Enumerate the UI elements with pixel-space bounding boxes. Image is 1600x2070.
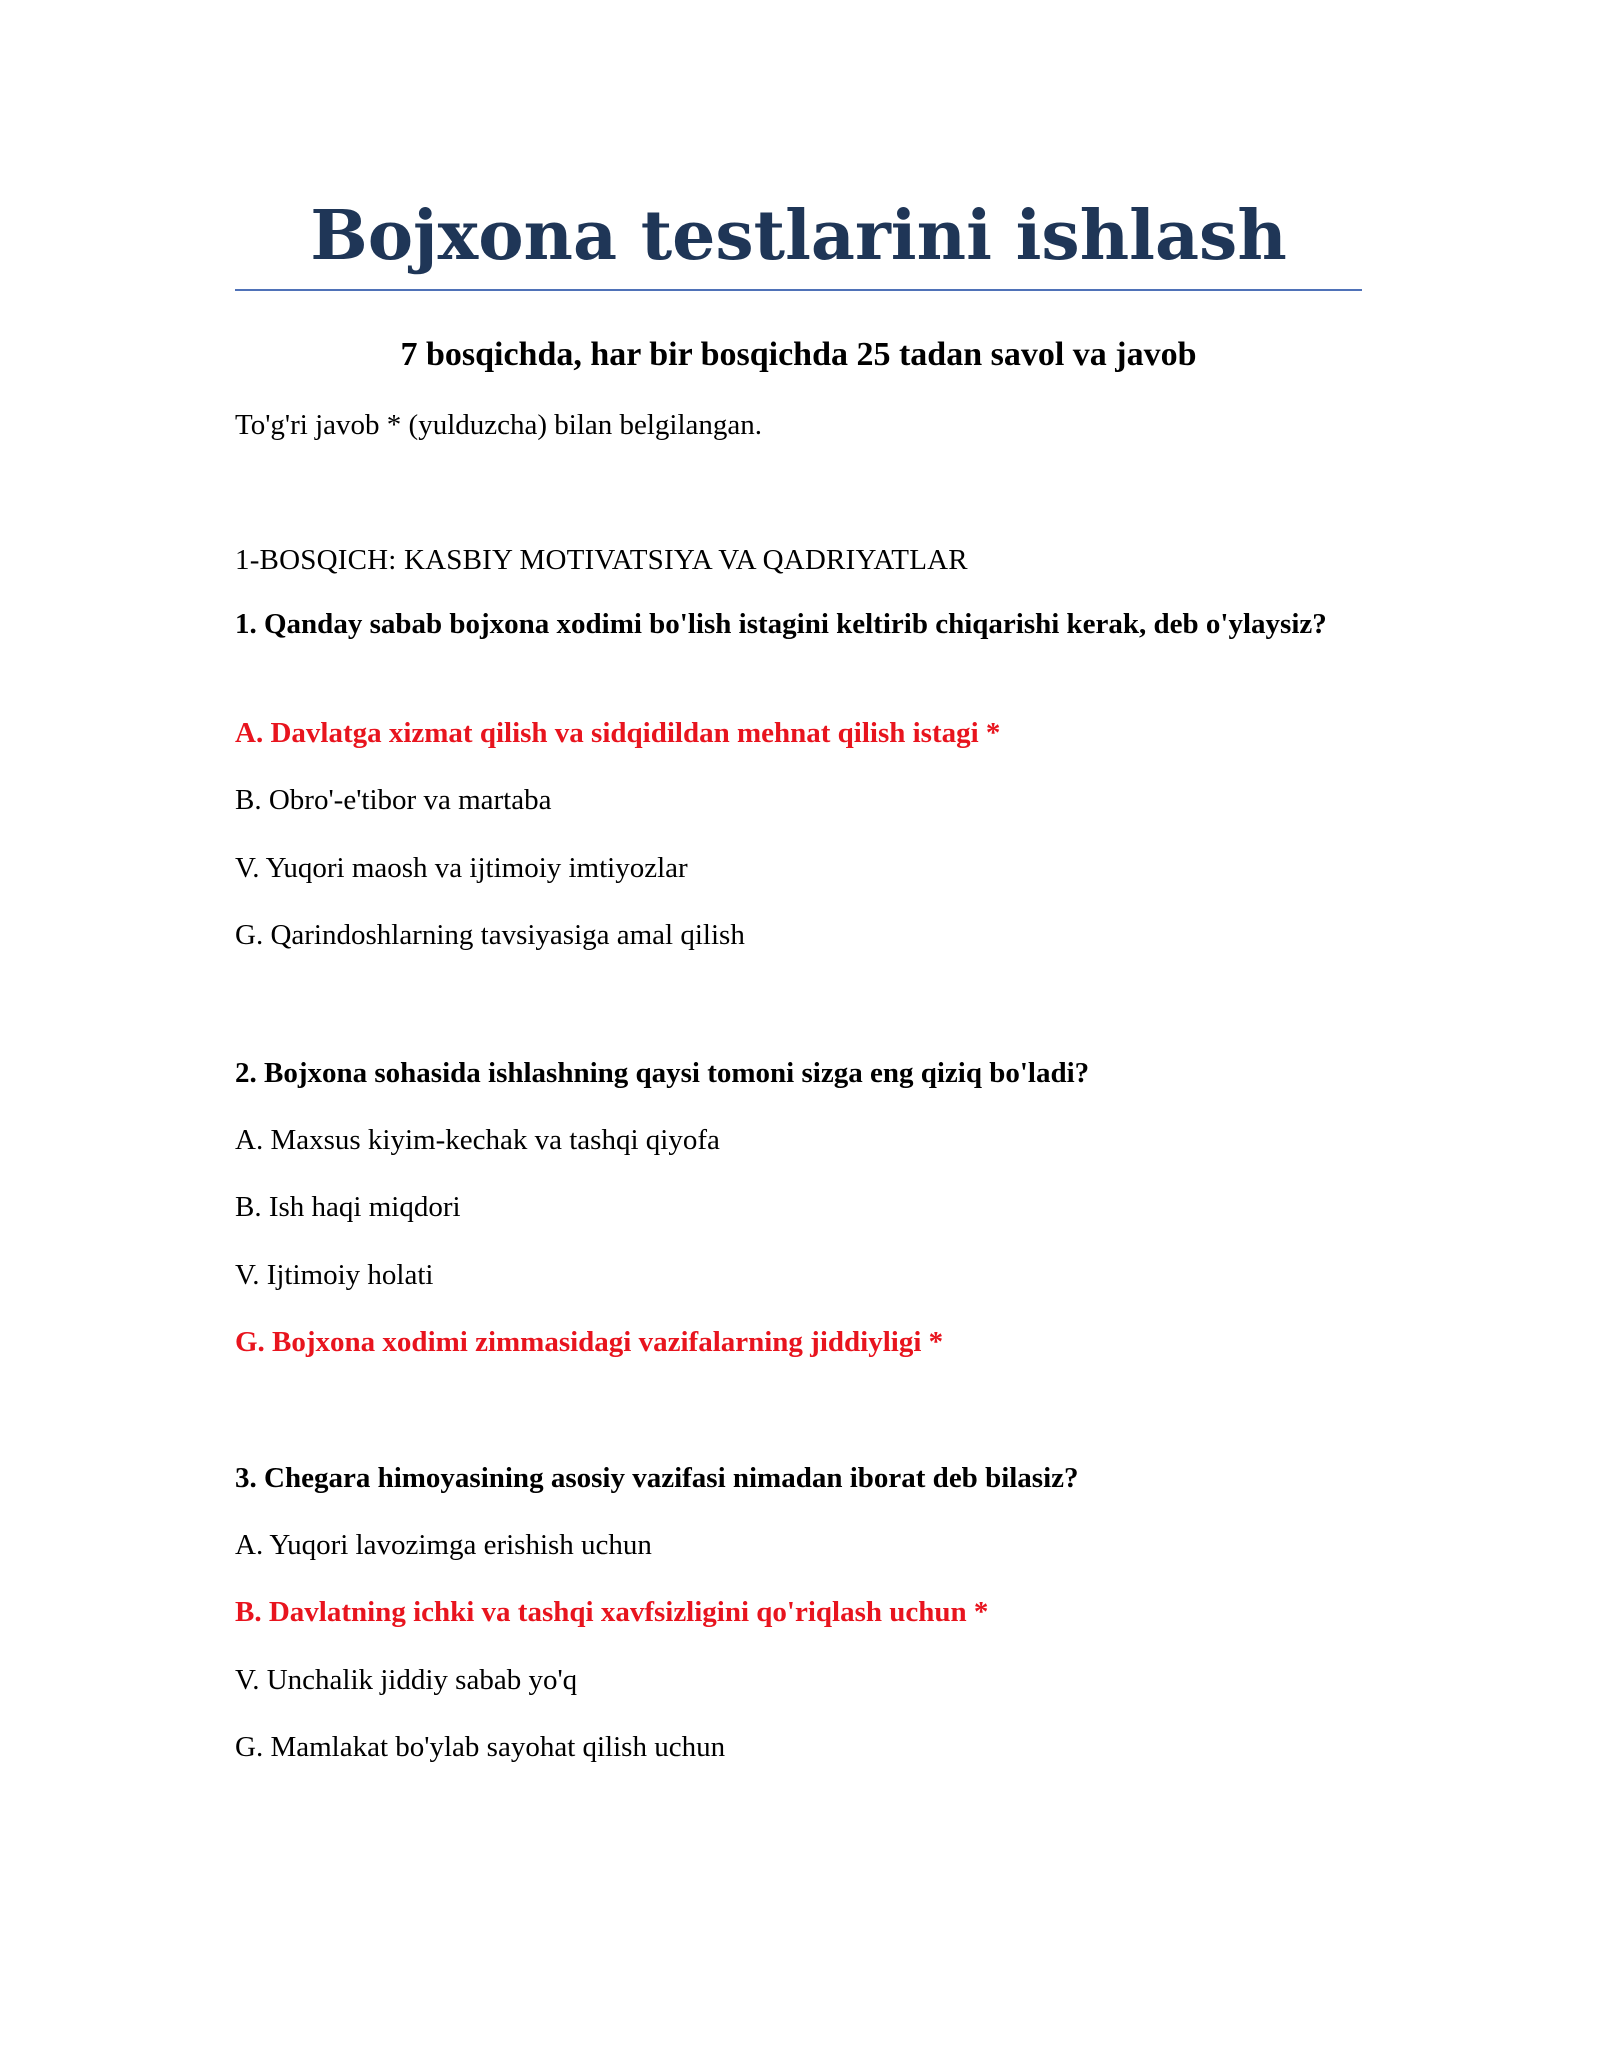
page-subtitle: 7 bosqichda, har bir bosqichda 25 tadan savol va javob bbox=[400, 336, 1197, 373]
correct-answer-option: B. Davlatning ichki va tashqi xavfsizligini qo'riqlash uchun * bbox=[235, 1596, 989, 1628]
answer-option: V. Ijtimoiy holati bbox=[235, 1259, 434, 1291]
question-1 bbox=[235, 603, 1362, 963]
section-heading: 1-BOSQICH: KASBIY MOTIVATSIYA VA QADRIYATLAR bbox=[235, 544, 968, 576]
answer-option: V. Unchalik jiddiy sabab yo'q bbox=[235, 1664, 578, 1696]
question-3 bbox=[235, 1457, 1362, 1777]
question-text: 3. Chegara himoyasining asosiy vazifasi nimadan iborat deb bilasiz? bbox=[235, 1462, 1079, 1494]
question-text: 1. Qanday sabab bojxona xodimi bo'lish istagini keltirib chiqarishi kerak, deb o'ylaysiz? bbox=[235, 608, 1327, 640]
answer-option: G. Qarindoshlarning tavsiyasiga amal qilish bbox=[235, 919, 745, 951]
correct-answer-option: G. Bojxona xodimi zimmasidagi vazifalarning jiddiyligi * bbox=[235, 1326, 944, 1358]
question-2 bbox=[235, 1052, 1362, 1372]
answer-key-note: To'g'ri javob * (yulduzcha) bilan belgilangan. bbox=[235, 409, 763, 441]
answer-option: A. Yuqori lavozimga erishish uchun bbox=[235, 1529, 652, 1561]
answer-option: A. Maxsus kiyim-kechak va tashqi qiyofa bbox=[235, 1124, 720, 1156]
answer-option: G. Mamlakat bo'ylab sayohat qilish uchun bbox=[235, 1731, 726, 1763]
correct-answer-option: A. Davlatga xizmat qilish va sidqidildan mehnat qilish istagi * bbox=[235, 717, 1001, 749]
page-title: Bojxona testlarini ishlash bbox=[310, 196, 1287, 276]
answer-option: V. Yuqori maosh va ijtimoiy imtiyozlar bbox=[235, 852, 688, 884]
answer-option: B. Obro'-e'tibor va martaba bbox=[235, 784, 552, 816]
title-underline bbox=[235, 289, 1362, 291]
answer-option: B. Ish haqi miqdori bbox=[235, 1191, 461, 1223]
question-text: 2. Bojxona sohasida ishlashning qaysi tomoni sizga eng qiziq bo'ladi? bbox=[235, 1057, 1090, 1089]
